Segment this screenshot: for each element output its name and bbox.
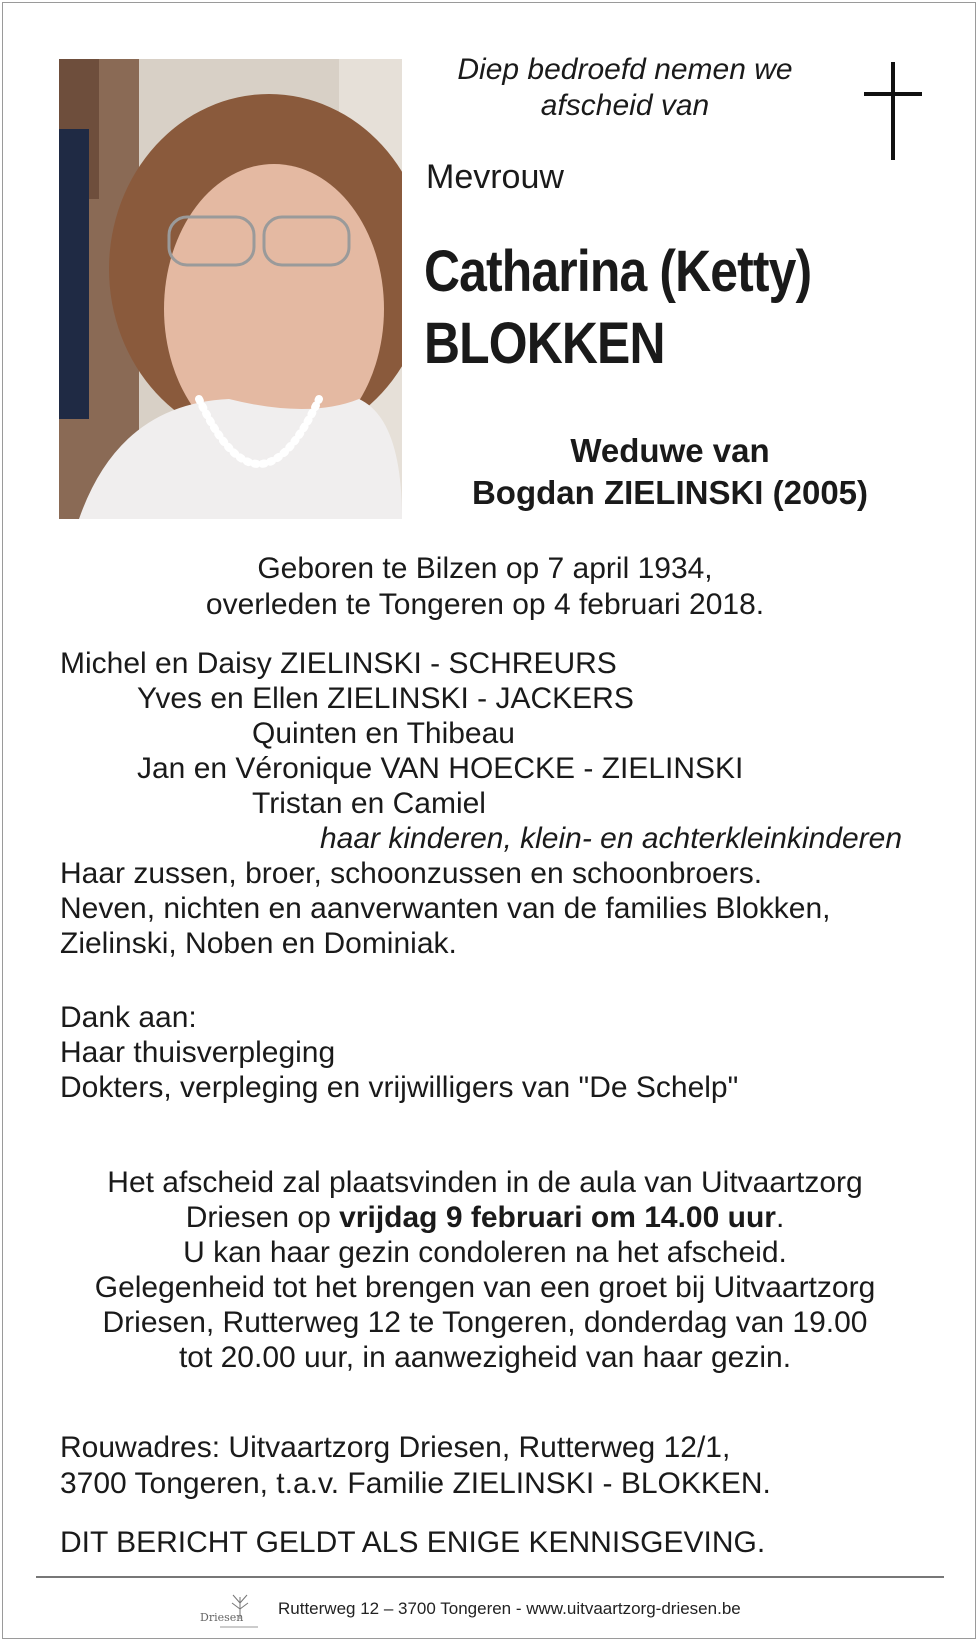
- driesen-logo: [200, 1589, 260, 1629]
- service-text: .: [775, 1201, 785, 1234]
- born-line: Geboren te Bilzen op 7 april 1934,: [257, 552, 713, 585]
- footer-divider: [36, 1576, 944, 1578]
- name-line-1: Catharina (Ketty): [424, 239, 812, 304]
- portrait-illustration: [59, 59, 402, 519]
- widow-of: [430, 430, 910, 514]
- thanks-row: Dokters, verpleging en vrijwilligers van "De Schelp": [60, 1071, 739, 1104]
- service-info: [40, 1165, 930, 1375]
- portrait-photo: [59, 59, 402, 519]
- family-row: Michel en Daisy ZIELINSKI - SCHREURS: [60, 647, 617, 680]
- service-line: Driesen, Rutterweg 12 te Tongeren, donderdag van 19.00: [102, 1306, 868, 1339]
- service-line: Gelegenheid tot het brengen van een groet bij Uitvaartzorg: [94, 1271, 876, 1304]
- family-row: Jan en Véronique VAN HOECKE - ZIELINSKI: [137, 752, 744, 785]
- died-line: overleden te Tongeren op 4 februari 2018.: [205, 588, 765, 621]
- thanks-row: Dank aan:: [60, 1001, 197, 1034]
- name-line-2: BLOKKEN: [424, 311, 665, 376]
- latin-cross-icon: [864, 62, 922, 160]
- intro-text: [420, 52, 830, 124]
- family-row: haar kinderen, klein- en achterkleinkinderen: [320, 822, 903, 855]
- footer: [200, 1586, 741, 1632]
- footer-contact: Rutterweg 12 – 3700 Tongeren - www.uitvaartzorg-driesen.be: [278, 1599, 741, 1618]
- family-row: Quinten en Thibeau: [252, 717, 515, 750]
- family-row: Yves en Ellen ZIELINSKI - JACKERS: [137, 682, 634, 715]
- address-line: Rouwadres: Uitvaartzorg Driesen, Rutterweg 12/1,: [60, 1431, 731, 1464]
- family-row: Tristan en Camiel: [252, 787, 486, 820]
- service-text: Driesen op: [185, 1201, 340, 1234]
- intro-line-1: Diep bedroefd nemen we: [457, 53, 793, 86]
- service-line: tot 20.00 uur, in aanwezigheid van haar gezin.: [178, 1341, 792, 1374]
- thanks-row: Haar thuisverpleging: [60, 1036, 336, 1069]
- thanks-section: [60, 1000, 940, 1105]
- service-date: vrijdag 9 februari om 14.00 uur: [339, 1201, 776, 1234]
- family-row: Haar zussen, broer, schoonzussen en schoonbroers.: [60, 857, 763, 890]
- intro-line-2: afscheid van: [540, 89, 710, 122]
- mourning-address: [60, 1430, 940, 1502]
- service-line-date: [40, 1200, 930, 1235]
- family-row: Neven, nichten en aanverwanten van de families Blokken,: [60, 892, 831, 925]
- family-list: [60, 646, 940, 961]
- address-line: 3700 Tongeren, t.a.v. Familie ZIELINSKI - BLOKKEN.: [60, 1467, 771, 1500]
- widow-line-1: Weduwe van: [570, 432, 770, 469]
- deceased-name: [424, 236, 811, 380]
- family-row: Zielinski, Noben en Dominiak.: [60, 927, 457, 960]
- service-line: U kan haar gezin condoleren na het afscheid.: [183, 1236, 787, 1269]
- notice-text: DIT BERICHT GELDT ALS ENIGE KENNISGEVING.: [60, 1526, 766, 1559]
- service-line: Het afscheid zal plaatsvinden in de aula van Uitvaartzorg: [107, 1166, 863, 1199]
- widow-line-2: Bogdan ZIELINSKI (2005): [471, 474, 869, 511]
- title-prefix: Mevrouw: [426, 158, 564, 196]
- birth-death-info: [60, 551, 910, 623]
- logo-text: Driesen: [200, 1611, 244, 1624]
